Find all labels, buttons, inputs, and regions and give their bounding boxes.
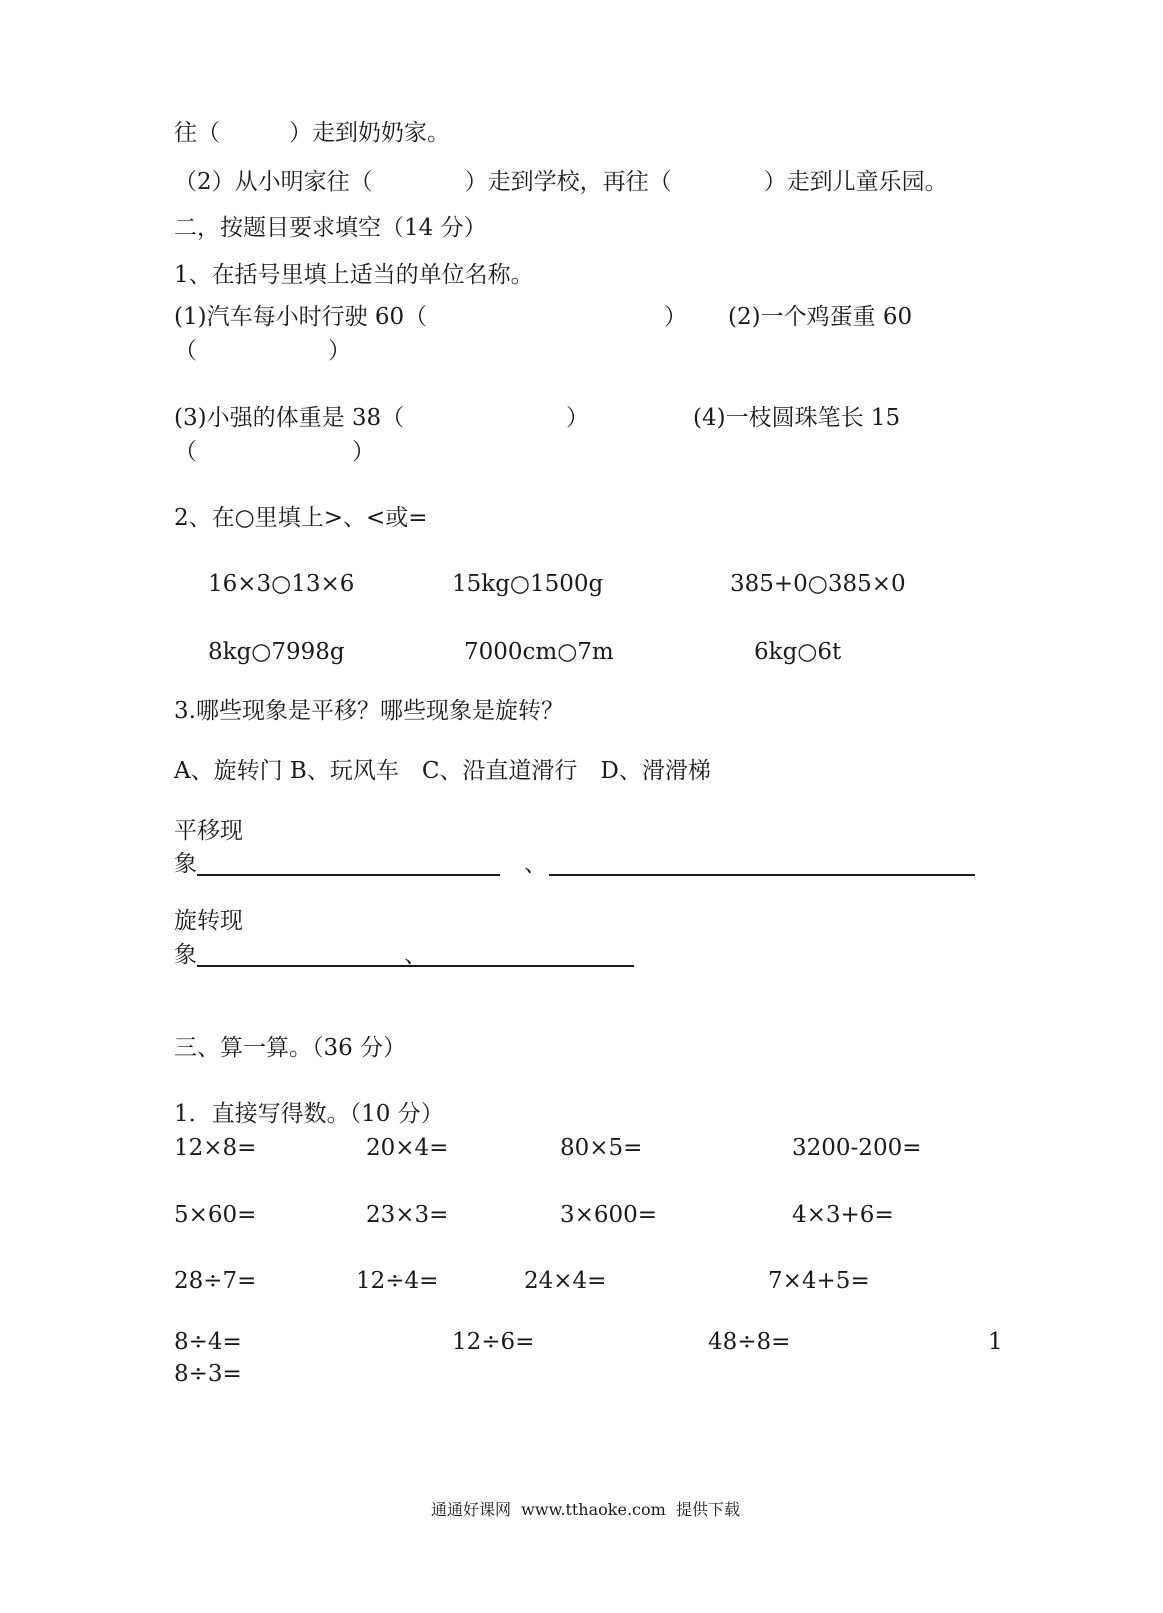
comparison-item: 385+0○385×0 xyxy=(730,571,906,597)
question-heading: 3.哪些现象是平移？哪些现象是旋转？ xyxy=(174,698,564,724)
question-heading: 1、在括号里填上适当的单位名称。 xyxy=(174,262,534,288)
comparison-item: 7000cm○7m xyxy=(464,639,614,665)
text-line: (2)一个鸡蛋重 60 xyxy=(728,304,913,330)
arithmetic-item: 12×8= xyxy=(174,1135,257,1161)
arithmetic-item: 24×4= xyxy=(524,1268,607,1294)
arithmetic-item: 20×4= xyxy=(366,1135,449,1161)
separator: 、 xyxy=(524,851,547,877)
text-line: (1)汽车每小时行驶 60（ xyxy=(174,304,428,330)
arithmetic-item: 80×5= xyxy=(560,1135,643,1161)
answer-label: 象 xyxy=(174,851,197,877)
bracket: ） xyxy=(664,304,687,330)
answer-blank xyxy=(549,874,975,876)
bracket: （ xyxy=(174,338,197,364)
bracket: ） xyxy=(566,405,589,431)
text-line: (4)一枝圆珠笔长 15 xyxy=(693,405,901,431)
answer-label: 平移现 xyxy=(174,818,243,844)
answer-label: 象 xyxy=(174,942,197,968)
bracket: ） xyxy=(352,439,375,465)
options-line: A、旋转门 B、玩风车 C、沿直道滑行 D、滑滑梯 xyxy=(174,758,711,784)
footer-text: 通通好课网 www.tthaoke.com 提供下载 xyxy=(431,1500,740,1519)
arithmetic-item: 3200-200= xyxy=(792,1135,922,1161)
arithmetic-item: 23×3= xyxy=(366,1202,449,1228)
answer-label: 旋转现 xyxy=(174,908,243,934)
arithmetic-item: 5×60= xyxy=(174,1202,257,1228)
arithmetic-item: 28÷7= xyxy=(174,1268,257,1294)
arithmetic-item: 8÷3= xyxy=(174,1361,242,1387)
arithmetic-item: 12÷6= xyxy=(452,1329,535,1355)
comparison-item: 16×3○13×6 xyxy=(208,571,355,597)
separator: 、 xyxy=(404,942,427,968)
arithmetic-item: 3×600= xyxy=(560,1202,658,1228)
section-heading: 二，按题目要求填空（14 分） xyxy=(174,215,487,241)
comparison-item: 8kg○7998g xyxy=(208,639,345,665)
arithmetic-item: 7×4+5= xyxy=(768,1268,870,1294)
question-heading: 1．直接写得数。（10 分） xyxy=(174,1101,444,1127)
bracket: （ xyxy=(174,439,197,465)
bracket: ） xyxy=(328,338,351,364)
comparison-item: 15kg○1500g xyxy=(452,571,604,597)
section-heading: 三、算一算。（36 分） xyxy=(174,1035,407,1061)
question-heading: 2、在○里填上>、<或= xyxy=(174,505,428,531)
arithmetic-item: 1 xyxy=(988,1329,1003,1355)
answer-blank xyxy=(197,874,500,876)
arithmetic-item: 48÷8= xyxy=(708,1329,791,1355)
comparison-item: 6kg○6t xyxy=(754,639,842,665)
text-line: （2）从小明家往（ ）走到学校，再往（ ）走到儿童乐园。 xyxy=(174,169,948,195)
arithmetic-item: 8÷4= xyxy=(174,1329,242,1355)
text-line: (3)小强的体重是 38（ xyxy=(174,405,405,431)
arithmetic-item: 4×3+6= xyxy=(792,1202,894,1228)
arithmetic-item: 12÷4= xyxy=(356,1268,439,1294)
text-line: 往（ ）走到奶奶家。 xyxy=(174,120,450,146)
